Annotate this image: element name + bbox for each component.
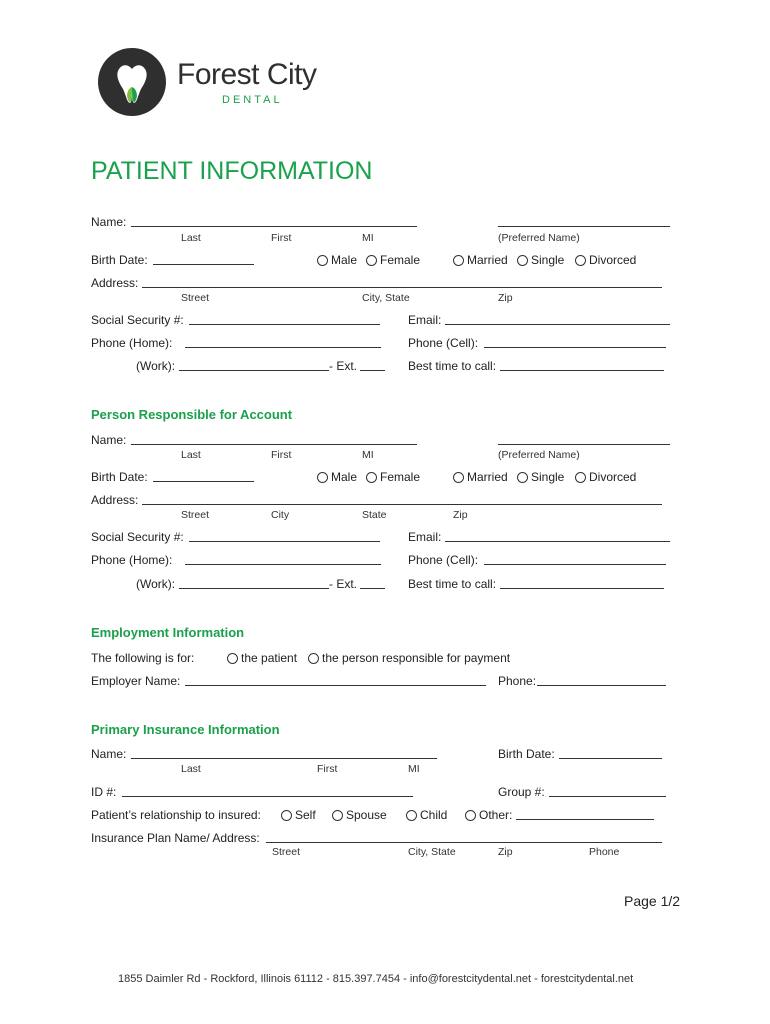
patient-option[interactable]: [227, 651, 297, 665]
resp-preferred-field[interactable]: [498, 434, 670, 445]
first-caption: First: [317, 763, 338, 775]
female-label: Female: [380, 470, 421, 484]
resp-single-option[interactable]: [517, 470, 564, 484]
resp-married-option[interactable]: [453, 470, 508, 484]
best-time-field[interactable]: [500, 360, 664, 371]
radio-icon: [406, 810, 417, 821]
radio-icon: [227, 653, 238, 664]
resp-name-field[interactable]: [131, 434, 417, 445]
group-label: Group #:: [498, 785, 545, 799]
birth-date-field[interactable]: [153, 254, 254, 265]
last-caption: Last: [181, 232, 201, 244]
other-option[interactable]: [465, 808, 512, 822]
radio-icon: [517, 472, 528, 483]
resp-ext-field[interactable]: [360, 578, 385, 589]
single-label: Single: [531, 470, 565, 484]
preferred-caption: (Preferred Name): [498, 232, 580, 244]
city-state-caption: City, State: [362, 292, 410, 304]
single-label: Single: [531, 253, 565, 267]
following-label: The following is for:: [91, 651, 195, 665]
radio-icon: [453, 472, 464, 483]
resp-best-time-field[interactable]: [500, 578, 664, 589]
group-field[interactable]: [549, 786, 666, 797]
id-label: ID #:: [91, 785, 117, 799]
ext-field[interactable]: [360, 360, 385, 371]
resp-address-field[interactable]: [142, 494, 662, 505]
resp-work-phone-field[interactable]: [179, 578, 329, 589]
plan-label: Insurance Plan Name/ Address:: [91, 831, 260, 845]
phone-home-field[interactable]: [185, 337, 381, 348]
ins-birth-date-label: Birth Date:: [498, 747, 555, 761]
radio-icon: [575, 472, 586, 483]
spouse-option[interactable]: [332, 808, 387, 822]
self-option[interactable]: [281, 808, 316, 822]
street-caption: Street: [181, 509, 210, 521]
ins-birth-date-field[interactable]: [559, 748, 662, 759]
relationship-label: Patient’s relationship to insured:: [91, 808, 261, 822]
resp-male-option[interactable]: [317, 470, 357, 484]
resp-address-label: Address:: [91, 493, 139, 507]
radio-icon: [517, 255, 528, 266]
male-option[interactable]: [317, 253, 357, 267]
employer-field[interactable]: [185, 675, 486, 686]
state-caption: State: [362, 509, 387, 521]
divorced-label: Divorced: [589, 253, 637, 267]
first-caption: First: [271, 449, 292, 461]
ext-label: - Ext.: [329, 359, 358, 373]
zip-caption: Zip: [498, 292, 513, 304]
id-field[interactable]: [122, 786, 413, 797]
employment-heading: Employment Information: [91, 625, 245, 640]
responsible-option[interactable]: [308, 651, 510, 665]
employer-phone-label: Phone:: [498, 674, 537, 688]
name-field[interactable]: [131, 216, 417, 227]
logo-name: Forest City: [177, 58, 317, 91]
ins-zip-caption: Zip: [498, 846, 513, 858]
radio-icon: [366, 255, 377, 266]
resp-email-label: Email:: [408, 530, 442, 544]
phone-cell-label: Phone (Cell):: [408, 336, 479, 350]
resp-phone-cell-label: Phone (Cell):: [408, 553, 479, 567]
work-phone-field[interactable]: [179, 360, 329, 371]
work-label: (Work):: [136, 359, 176, 373]
resp-phone-home-label: Phone (Home):: [91, 553, 173, 567]
radio-icon: [317, 255, 328, 266]
email-field[interactable]: [445, 314, 670, 325]
self-label: Self: [295, 808, 316, 822]
plan-field[interactable]: [266, 832, 662, 843]
phone-cell-field[interactable]: [484, 337, 666, 348]
preferred-caption: (Preferred Name): [498, 449, 580, 461]
resp-birth-date-field[interactable]: [153, 471, 254, 482]
name-label: Name:: [91, 215, 127, 229]
ins-city-state-caption: City, State: [408, 846, 456, 858]
mi-caption: MI: [362, 232, 374, 244]
phone-home-label: Phone (Home):: [91, 336, 173, 350]
resp-ext-label: - Ext.: [329, 577, 358, 591]
address-label: Address:: [91, 276, 139, 290]
divorced-option[interactable]: [575, 253, 636, 267]
married-label: Married: [467, 470, 508, 484]
radio-icon: [308, 653, 319, 664]
email-label: Email:: [408, 313, 442, 327]
ins-street-caption: Street: [272, 846, 301, 858]
married-option[interactable]: [453, 253, 508, 267]
patient-option-label: the patient: [241, 651, 298, 665]
radio-icon: [332, 810, 343, 821]
other-label: Other:: [479, 808, 513, 822]
mi-caption: MI: [408, 763, 420, 775]
street-caption: Street: [181, 292, 210, 304]
divorced-label: Divorced: [589, 470, 637, 484]
female-label: Female: [380, 253, 421, 267]
ins-name-field[interactable]: [131, 748, 437, 759]
resp-work-label: (Work):: [136, 577, 176, 591]
footer-contact: 1855 Daimler Rd - Rockford, Illinois 61112 - 815.397.7454 - info@forestcitydental.net - forestcitydental.net: [118, 973, 634, 985]
logo-sub: DENTAL: [222, 94, 283, 106]
radio-icon: [465, 810, 476, 821]
page-title: PATIENT INFORMATION: [91, 157, 373, 185]
zip-caption: Zip: [453, 509, 468, 521]
radio-icon: [366, 472, 377, 483]
spouse-label: Spouse: [346, 808, 387, 822]
ins-name-label: Name:: [91, 747, 127, 761]
last-caption: Last: [181, 763, 201, 775]
birth-date-label: Birth Date:: [91, 253, 148, 267]
logo: [97, 47, 167, 122]
resp-email-field[interactable]: [445, 531, 670, 542]
address-field[interactable]: [142, 277, 662, 288]
child-label: Child: [420, 808, 448, 822]
ins-phone-caption: Phone: [589, 846, 620, 858]
best-time-label: Best time to call:: [408, 359, 497, 373]
resp-phone-cell-field[interactable]: [484, 554, 666, 565]
radio-icon: [453, 255, 464, 266]
radio-icon: [317, 472, 328, 483]
mi-caption: MI: [362, 449, 374, 461]
preferred-name-field[interactable]: [498, 216, 670, 227]
resp-name-label: Name:: [91, 433, 127, 447]
ssn-field[interactable]: [189, 314, 380, 325]
last-caption: Last: [181, 449, 201, 461]
female-option[interactable]: [366, 253, 420, 267]
resp-female-option[interactable]: [366, 470, 420, 484]
insurance-heading: Primary Insurance Information: [91, 722, 280, 737]
responsible-option-label: the person responsible for payment: [322, 651, 511, 665]
resp-birth-date-label: Birth Date:: [91, 470, 148, 484]
child-option[interactable]: [406, 808, 447, 822]
resp-ssn-label: Social Security #:: [91, 530, 184, 544]
resp-ssn-field[interactable]: [189, 531, 380, 542]
resp-divorced-option[interactable]: [575, 470, 636, 484]
first-caption: First: [271, 232, 292, 244]
city-caption: City: [271, 509, 290, 521]
responsible-heading: Person Responsible for Account: [91, 407, 293, 422]
single-option[interactable]: [517, 253, 564, 267]
radio-icon: [575, 255, 586, 266]
married-label: Married: [467, 253, 508, 267]
employer-phone-field[interactable]: [537, 675, 666, 686]
other-field[interactable]: [516, 809, 654, 820]
resp-phone-home-field[interactable]: [185, 554, 381, 565]
male-label: Male: [331, 253, 358, 267]
ssn-label: Social Security #:: [91, 313, 184, 327]
resp-best-time-label: Best time to call:: [408, 577, 497, 591]
employer-label: Employer Name:: [91, 674, 181, 688]
page-number: Page 1/2: [624, 893, 681, 909]
radio-icon: [281, 810, 292, 821]
tooth-logo-icon: [97, 47, 167, 117]
male-label: Male: [331, 470, 358, 484]
